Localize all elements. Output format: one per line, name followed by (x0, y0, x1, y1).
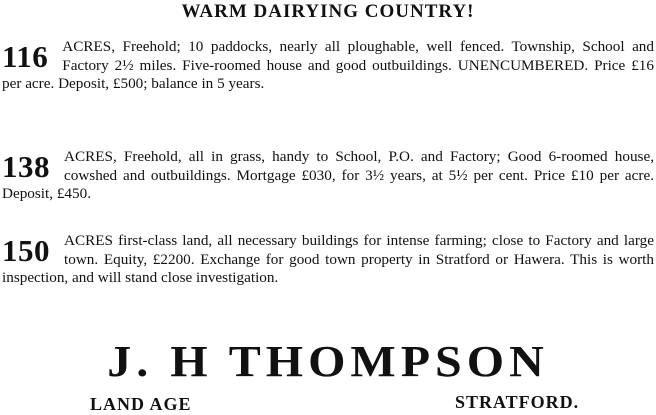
listing-acres: 138 (2, 149, 50, 184)
agent-title: LAND AGE (90, 394, 192, 414)
listing-138-acres (2, 148, 654, 204)
listing-150-acres (2, 232, 654, 288)
agent-name: J. H THOMPSON (107, 337, 549, 386)
listing-acres: 116 (2, 39, 49, 74)
listing-paragraph (2, 38, 654, 94)
listing-paragraph (2, 232, 654, 288)
advertisement-heading: WARM DAIRYING COUNTRY! (181, 1, 475, 22)
listing-description: ACRES, Freehold; 10 paddocks, nearly all ploughable, well fenced. Township, School and Factory 2½ miles. Five-roomed house and good outbuildings. UNENCUMBERED. Price £16 per acre. Deposit, £500; balance in 5 years. (2, 38, 654, 92)
listing-description: ACRES, Freehold, all in grass, handy to School, P.O. and Factory; Good 6-roomed house, cowshed and outbuildings. Mortgage £030, for 3½ years, at 5½ per cent. Price £10 per acre. Deposit, £450. (2, 148, 654, 202)
listing-paragraph (2, 148, 654, 204)
listing-acres: 150 (2, 233, 50, 268)
agent-town: STRATFORD. (455, 392, 580, 412)
listing-116-acres (2, 38, 654, 94)
listing-description: ACRES first-class land, all necessary buildings for intense farming; close to Factory and large town. Equity, £2200. Exchange for good town property in Stratford or Hawera. This is worth inspection, and will stand close investigation. (2, 232, 654, 286)
